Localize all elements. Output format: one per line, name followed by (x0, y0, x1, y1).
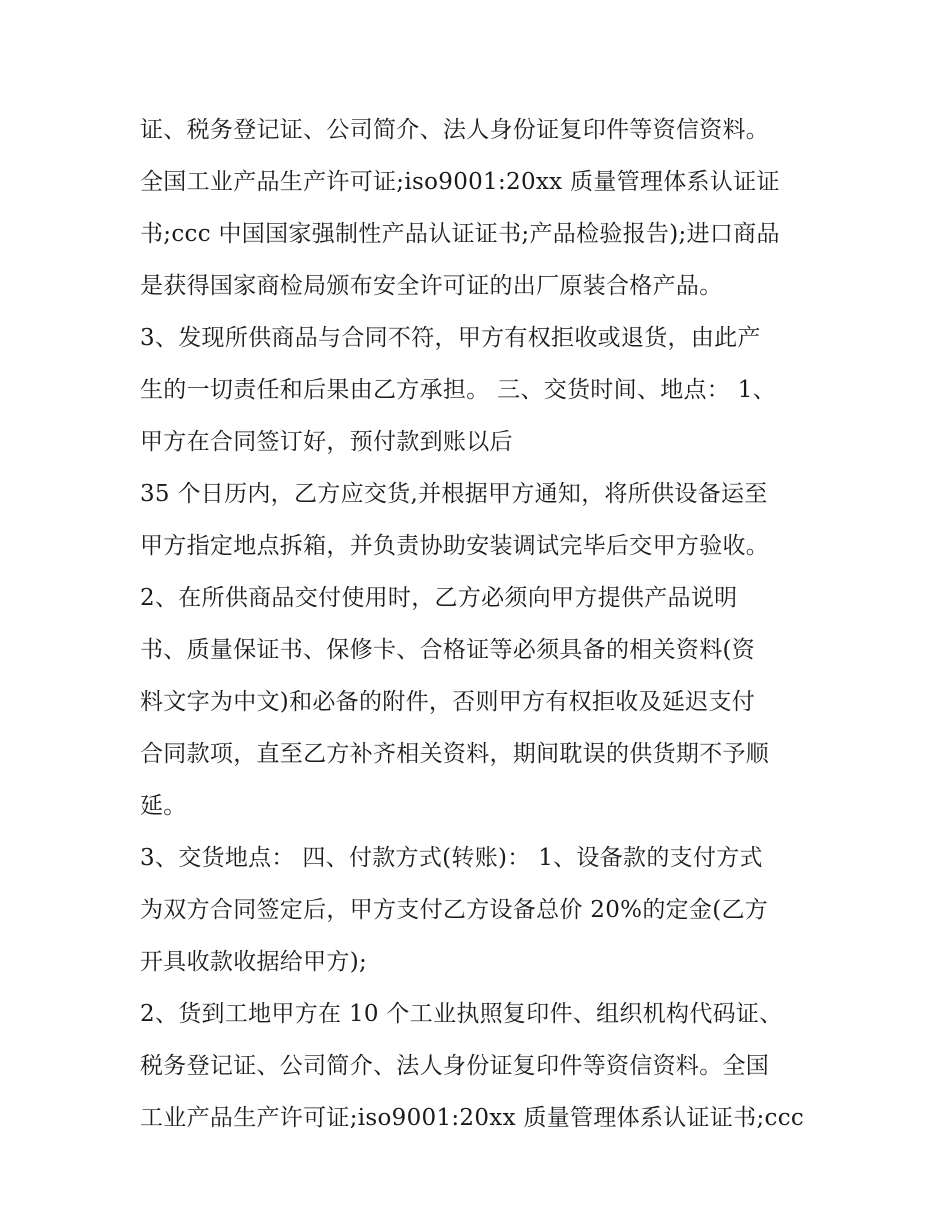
document-body (140, 104, 820, 1144)
text-line: 2、在所供商品交付使用时，乙方必须向甲方提供产品说明 (140, 585, 738, 611)
text-line: 书、质量保证书、保修卡、合格证等必须具备的相关资料(资 (140, 637, 756, 663)
text-line: 甲方在合同签订好，预付款到账以后 (140, 429, 513, 455)
text-line: 为双方合同签定后，甲方支付乙方设备总价 20%的定金(乙方 (140, 897, 769, 923)
text-line: 工业产品生产许可证;iso9001:20xx 质量管理体系认证证书;ccc (140, 1105, 805, 1131)
text-line: 全国工业产品生产许可证;iso9001:20xx 质量管理体系认证证 (140, 169, 780, 195)
text-line: 甲方指定地点拆箱，并负责协助安装调试完毕后交甲方验收。 (140, 533, 770, 559)
text-line: 是获得国家商检局颁布安全许可证的出厂原装合格产品。 (140, 273, 723, 299)
text-line: 延。 (140, 793, 187, 819)
text-line: 合同款项，直至乙方补齐相关资料，期间耽误的供货期不予顺 (140, 741, 770, 767)
text-line: 证、税务登记证、公司简介、法人身份证复印件等资信资料。 (140, 117, 770, 143)
text-line: 税务登记证、公司简介、法人身份证复印件等资信资料。全国 (140, 1053, 770, 1079)
text-line: 料文字为中文)和必备的附件，否则甲方有权拒收及延迟支付 (140, 689, 756, 715)
text-line: 3、交货地点： 四、付款方式(转账)： 1、设备款的支付方式 (140, 845, 763, 871)
text-line: 35 个日历内，乙方应交货,并根据甲方通知，将所供设备运至 (140, 481, 768, 507)
text-line: 书;ccc 中国国家强制性产品认证证书;产品检验报告);进口商品 (140, 221, 780, 247)
text-line: 2、货到工地甲方在 10 个工业执照复印件、组织机构代码证、 (140, 1001, 783, 1027)
text-line: 开具收款收据给甲方); (140, 949, 368, 975)
text-line: 生的一切责任和后果由乙方承担。 三、交货时间、地点： 1、 (140, 377, 776, 403)
text-line: 3、发现所供商品与合同不符，甲方有权拒收或退货，由此产 (140, 325, 761, 351)
